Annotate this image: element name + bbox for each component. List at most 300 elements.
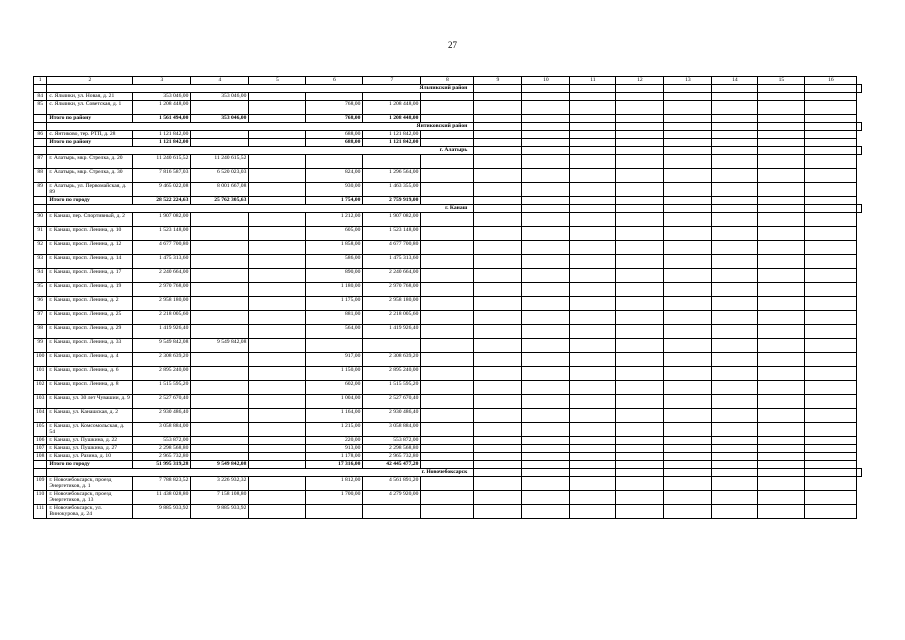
- empty-cell: [570, 123, 616, 131]
- empty-cell: [421, 131, 474, 139]
- district-name: Яльчикский район: [47, 85, 474, 93]
- empty-cell: [616, 445, 664, 453]
- empty-cell: [474, 101, 522, 115]
- empty-cell: [616, 255, 664, 269]
- empty-cell: [570, 205, 616, 213]
- empty-cell: [522, 93, 570, 101]
- table-row: [34, 491, 862, 505]
- empty-cell: [570, 227, 616, 241]
- empty-cell: [712, 423, 758, 437]
- row-number: 101: [34, 367, 47, 381]
- empty-cell: [664, 169, 712, 183]
- address-cell: г. Новочебоксарск, проезд Энергетиков, д. 13: [47, 491, 133, 505]
- empty-cell: [664, 339, 712, 353]
- table-row: [34, 311, 862, 325]
- empty-cell: [758, 169, 805, 183]
- page-number: 27: [448, 40, 457, 50]
- empty-cell: [758, 155, 805, 169]
- cost-col7-cell: [363, 93, 421, 101]
- table-row: [34, 367, 862, 381]
- empty-cell: [805, 227, 857, 241]
- empty-cell: [805, 269, 857, 283]
- row-number: 88: [34, 169, 47, 183]
- empty-cell: [522, 423, 570, 437]
- subtotal-row: [34, 115, 862, 123]
- cost-col7-cell: 1 296 564,00: [363, 169, 421, 183]
- empty-cell: [616, 477, 664, 491]
- row-number: 110: [34, 491, 47, 505]
- empty-cell: [570, 469, 616, 477]
- cost-col4-cell: 7 158 108,80: [191, 491, 249, 505]
- total-cost-cell: 2 930 486,40: [133, 409, 191, 423]
- empty-cell: [34, 197, 47, 205]
- row-number: 99: [34, 339, 47, 353]
- empty-cell: [712, 395, 758, 409]
- empty-cell: [805, 93, 857, 101]
- empty-cell: [805, 445, 857, 453]
- address-cell: г. Новочебоксарск, ул. Винокурова, д. 24: [47, 505, 133, 519]
- empty-cell: [474, 255, 522, 269]
- empty-cell: [570, 241, 616, 255]
- empty-cell: [249, 227, 306, 241]
- empty-cell: [474, 491, 522, 505]
- empty-cell: [616, 183, 664, 197]
- empty-cell: [249, 255, 306, 269]
- cost-col4-cell: [191, 297, 249, 311]
- address-cell: г. Новочебоксарск, проезд Энергетиков, д. 1: [47, 477, 133, 491]
- address-cell: г. Канаш, ул. Пушкина, д. 22: [47, 437, 133, 445]
- total-cost-cell: 2 298 568,80: [133, 445, 191, 453]
- empty-cell: [421, 461, 474, 469]
- empty-cell: [421, 367, 474, 381]
- empty-cell: [249, 311, 306, 325]
- empty-cell: [664, 453, 712, 461]
- empty-cell: [857, 205, 862, 213]
- empty-cell: [616, 93, 664, 101]
- empty-cell: [805, 423, 857, 437]
- empty-cell: [616, 423, 664, 437]
- empty-cell: [522, 339, 570, 353]
- cost-col7-cell: 2 965 732,80: [363, 453, 421, 461]
- empty-cell: [758, 93, 805, 101]
- total-cost-cell: 9 465 022,08: [133, 183, 191, 197]
- empty-cell: [758, 115, 805, 123]
- address-cell: с. Янтиково, тер. РТП, д. 28: [47, 131, 133, 139]
- empty-cell: [805, 213, 857, 227]
- area-cell: 1 164,00: [306, 409, 363, 423]
- empty-cell: [474, 131, 522, 139]
- row-number: 92: [34, 241, 47, 255]
- empty-cell: [570, 115, 616, 123]
- address-cell: г. Алатырь, мкр. Стрелка, д. 20: [47, 155, 133, 169]
- empty-cell: [249, 477, 306, 491]
- cost-col7-cell: 4 677 700,80: [363, 241, 421, 255]
- empty-cell: [664, 491, 712, 505]
- empty-cell: [805, 325, 857, 339]
- empty-cell: [805, 183, 857, 197]
- area-cell: 1 754,00: [306, 197, 363, 205]
- table-body: [34, 77, 862, 519]
- empty-cell: [249, 381, 306, 395]
- empty-cell: [664, 139, 712, 147]
- empty-cell: [570, 147, 616, 155]
- empty-cell: [805, 437, 857, 445]
- empty-cell: [805, 101, 857, 115]
- address-cell: г. Канаш, просп. Ленина, д. 33: [47, 339, 133, 353]
- empty-cell: [712, 325, 758, 339]
- empty-cell: [616, 241, 664, 255]
- empty-cell: [616, 155, 664, 169]
- empty-cell: [664, 367, 712, 381]
- cost-col4-cell: [191, 423, 249, 437]
- address-cell: г. Канаш, ул. 30 лет Чувашии, д. 9: [47, 395, 133, 409]
- empty-cell: [570, 297, 616, 311]
- area-cell: 917,00: [306, 353, 363, 367]
- empty-cell: [805, 453, 857, 461]
- empty-cell: [474, 155, 522, 169]
- empty-cell: [474, 409, 522, 423]
- empty-cell: [758, 101, 805, 115]
- total-cost-cell: 1 907 082,00: [133, 213, 191, 227]
- address-cell: г. Канаш, ул. Комсомольская, д. 54: [47, 423, 133, 437]
- cost-col4-cell: [191, 325, 249, 339]
- empty-cell: [421, 381, 474, 395]
- cost-col7-cell: [363, 505, 421, 519]
- empty-cell: [664, 395, 712, 409]
- empty-cell: [249, 213, 306, 227]
- empty-cell: [758, 477, 805, 491]
- cost-col4-cell: [191, 283, 249, 297]
- area-cell: 1 004,00: [306, 395, 363, 409]
- empty-cell: [616, 339, 664, 353]
- empty-cell: [616, 213, 664, 227]
- empty-cell: [805, 505, 857, 519]
- empty-cell: [421, 325, 474, 339]
- empty-cell: [712, 255, 758, 269]
- empty-cell: [712, 353, 758, 367]
- row-number: 96: [34, 297, 47, 311]
- area-cell: 1 812,00: [306, 477, 363, 491]
- cost-col7-cell: 3 058 884,00: [363, 423, 421, 437]
- area-cell: 564,00: [306, 325, 363, 339]
- empty-cell: [664, 269, 712, 283]
- table-row: [34, 353, 862, 367]
- empty-cell: [712, 205, 758, 213]
- empty-cell: [421, 197, 474, 205]
- empty-cell: [805, 85, 857, 93]
- empty-cell: [249, 183, 306, 197]
- empty-cell: [249, 241, 306, 255]
- empty-cell: [805, 139, 857, 147]
- empty-cell: [758, 85, 805, 93]
- empty-cell: [570, 101, 616, 115]
- empty-cell: [805, 469, 857, 477]
- table-row: [34, 101, 862, 115]
- empty-cell: [421, 213, 474, 227]
- address-cell: г. Алатырь, мкр. Стрелка, д. 30: [47, 169, 133, 183]
- subtotal-row: [34, 461, 862, 469]
- empty-cell: [616, 395, 664, 409]
- empty-cell: [664, 115, 712, 123]
- empty-cell: [522, 197, 570, 205]
- empty-cell: [421, 269, 474, 283]
- cost-col4-cell: 6 520 023,03: [191, 169, 249, 183]
- area-cell: [306, 505, 363, 519]
- total-cost-cell: 1 208 448,00: [133, 101, 191, 115]
- empty-cell: [570, 423, 616, 437]
- program-table: [33, 76, 862, 519]
- empty-cell: [249, 269, 306, 283]
- empty-cell: [712, 491, 758, 505]
- total-cost-cell: 1 121 842,00: [133, 131, 191, 139]
- empty-cell: [522, 255, 570, 269]
- cost-col7-cell: 42 445 477,20: [363, 461, 421, 469]
- row-number: 87: [34, 155, 47, 169]
- empty-cell: [522, 461, 570, 469]
- area-cell: 688,00: [306, 131, 363, 139]
- empty-cell: [570, 283, 616, 297]
- empty-cell: [712, 197, 758, 205]
- empty-cell: [249, 155, 306, 169]
- table-row: [34, 395, 862, 409]
- row-number: 93: [34, 255, 47, 269]
- empty-cell: [474, 213, 522, 227]
- empty-cell: [570, 325, 616, 339]
- empty-cell: [474, 205, 522, 213]
- empty-cell: [522, 469, 570, 477]
- empty-cell: [616, 381, 664, 395]
- empty-cell: [712, 477, 758, 491]
- empty-cell: [34, 461, 47, 469]
- empty-cell: [421, 453, 474, 461]
- row-number: 111: [34, 505, 47, 519]
- row-number: 108: [34, 453, 47, 461]
- empty-cell: [570, 453, 616, 461]
- empty-cell: [522, 139, 570, 147]
- address-cell: г. Канаш, просп. Ленина, д. 14: [47, 255, 133, 269]
- empty-cell: [522, 445, 570, 453]
- empty-cell: [857, 85, 862, 93]
- empty-cell: [570, 197, 616, 205]
- empty-cell: [758, 283, 805, 297]
- total-cost-cell: 2 218 005,60: [133, 311, 191, 325]
- empty-cell: [522, 477, 570, 491]
- empty-cell: [712, 183, 758, 197]
- cost-col4-cell: [191, 227, 249, 241]
- empty-cell: [616, 283, 664, 297]
- area-cell: 768,00: [306, 101, 363, 115]
- empty-cell: [474, 283, 522, 297]
- empty-cell: [712, 461, 758, 469]
- empty-cell: [616, 437, 664, 445]
- empty-cell: [570, 183, 616, 197]
- empty-cell: [249, 353, 306, 367]
- empty-cell: [805, 491, 857, 505]
- empty-cell: [474, 437, 522, 445]
- empty-cell: [249, 131, 306, 139]
- total-cost-cell: 1 523 148,00: [133, 227, 191, 241]
- cost-col7-cell: 2 240 664,00: [363, 269, 421, 283]
- table-row: [34, 241, 862, 255]
- empty-cell: [712, 311, 758, 325]
- total-cost-cell: 1 121 842,00: [133, 139, 191, 147]
- empty-cell: [34, 123, 47, 131]
- column-number-cell: 12: [616, 77, 664, 85]
- empty-cell: [522, 367, 570, 381]
- table-row: [34, 255, 862, 269]
- district-heading-row: [34, 147, 862, 155]
- empty-cell: [34, 85, 47, 93]
- empty-cell: [570, 85, 616, 93]
- empty-cell: [616, 101, 664, 115]
- empty-cell: [664, 423, 712, 437]
- cost-col7-cell: 1 419 926,40: [363, 325, 421, 339]
- empty-cell: [474, 325, 522, 339]
- table-row: [34, 227, 862, 241]
- empty-cell: [474, 147, 522, 155]
- empty-cell: [616, 139, 664, 147]
- column-number-cell: 2: [47, 77, 133, 85]
- empty-cell: [712, 115, 758, 123]
- column-number-cell: 14: [712, 77, 758, 85]
- empty-cell: [712, 241, 758, 255]
- empty-cell: [805, 241, 857, 255]
- empty-cell: [522, 409, 570, 423]
- empty-cell: [664, 147, 712, 155]
- empty-cell: [570, 381, 616, 395]
- cost-col4-cell: 8 001 667,08: [191, 183, 249, 197]
- cost-col4-cell: [191, 139, 249, 147]
- empty-cell: [522, 205, 570, 213]
- empty-cell: [474, 469, 522, 477]
- subtotal-label: Итого по району: [47, 115, 133, 123]
- empty-cell: [522, 283, 570, 297]
- empty-cell: [249, 395, 306, 409]
- empty-cell: [616, 311, 664, 325]
- empty-cell: [712, 469, 758, 477]
- empty-cell: [249, 101, 306, 115]
- empty-cell: [474, 461, 522, 469]
- empty-cell: [421, 339, 474, 353]
- district-name: г. Новочебоксарск: [47, 469, 474, 477]
- empty-cell: [616, 197, 664, 205]
- cost-col7-cell: 4 279 920,00: [363, 491, 421, 505]
- empty-cell: [664, 445, 712, 453]
- empty-cell: [474, 85, 522, 93]
- area-cell: 17 316,00: [306, 461, 363, 469]
- empty-cell: [805, 477, 857, 491]
- cost-col4-cell: [191, 101, 249, 115]
- cost-col7-cell: 1 121 842,00: [363, 131, 421, 139]
- empty-cell: [805, 115, 857, 123]
- empty-cell: [570, 461, 616, 469]
- empty-cell: [758, 255, 805, 269]
- empty-cell: [805, 311, 857, 325]
- empty-cell: [522, 213, 570, 227]
- empty-cell: [805, 381, 857, 395]
- empty-cell: [474, 445, 522, 453]
- empty-cell: [522, 131, 570, 139]
- empty-cell: [857, 147, 862, 155]
- area-cell: 1 150,00: [306, 367, 363, 381]
- empty-cell: [522, 505, 570, 519]
- table-row: [34, 183, 862, 197]
- subtotal-label: Итого по району: [47, 139, 133, 147]
- empty-cell: [522, 227, 570, 241]
- empty-cell: [664, 213, 712, 227]
- address-cell: г. Алатырь, ул. Первомайская, д. 89: [47, 183, 133, 197]
- empty-cell: [474, 93, 522, 101]
- empty-cell: [474, 227, 522, 241]
- empty-cell: [758, 241, 805, 255]
- empty-cell: [616, 297, 664, 311]
- empty-cell: [758, 409, 805, 423]
- total-cost-cell: 2 965 732,80: [133, 453, 191, 461]
- table-row: [34, 325, 862, 339]
- empty-cell: [474, 453, 522, 461]
- area-cell: 602,00: [306, 381, 363, 395]
- column-number-row: [34, 77, 862, 85]
- empty-cell: [712, 269, 758, 283]
- empty-cell: [758, 423, 805, 437]
- empty-cell: [522, 169, 570, 183]
- cost-col7-cell: 2 298 568,80: [363, 445, 421, 453]
- cost-col7-cell: 2 958 180,00: [363, 297, 421, 311]
- empty-cell: [805, 131, 857, 139]
- empty-cell: [805, 123, 857, 131]
- empty-cell: [474, 123, 522, 131]
- empty-cell: [664, 155, 712, 169]
- empty-cell: [758, 491, 805, 505]
- empty-cell: [522, 395, 570, 409]
- empty-cell: [758, 227, 805, 241]
- empty-cell: [805, 297, 857, 311]
- area-cell: [306, 155, 363, 169]
- address-cell: г. Канаш, ул. Разина, д. 10: [47, 453, 133, 461]
- empty-cell: [249, 505, 306, 519]
- column-number-cell: 7: [363, 77, 421, 85]
- empty-cell: [712, 93, 758, 101]
- empty-cell: [421, 297, 474, 311]
- cost-col4-cell: [191, 311, 249, 325]
- empty-cell: [522, 147, 570, 155]
- row-number: 103: [34, 395, 47, 409]
- area-cell: 1 175,00: [306, 297, 363, 311]
- empty-cell: [805, 461, 857, 469]
- empty-cell: [664, 469, 712, 477]
- area-cell: [306, 339, 363, 353]
- empty-cell: [421, 227, 474, 241]
- district-heading-row: [34, 469, 862, 477]
- cost-col7-cell: 1 121 842,00: [363, 139, 421, 147]
- district-heading-row: [34, 205, 862, 213]
- empty-cell: [664, 241, 712, 255]
- row-number: 97: [34, 311, 47, 325]
- row-number: 91: [34, 227, 47, 241]
- table-row: [34, 409, 862, 423]
- area-cell: 1 212,00: [306, 213, 363, 227]
- empty-cell: [758, 367, 805, 381]
- table-row: [34, 445, 862, 453]
- total-cost-cell: 2 240 664,00: [133, 269, 191, 283]
- empty-cell: [664, 325, 712, 339]
- empty-cell: [421, 139, 474, 147]
- address-cell: г. Канаш, просп. Ленина, д. 29: [47, 325, 133, 339]
- address-cell: г. Канаш, просп. Ленина, д. 4: [47, 353, 133, 367]
- row-number: 90: [34, 213, 47, 227]
- column-number-cell: 13: [664, 77, 712, 85]
- total-cost-cell: 51 995 319,28: [133, 461, 191, 469]
